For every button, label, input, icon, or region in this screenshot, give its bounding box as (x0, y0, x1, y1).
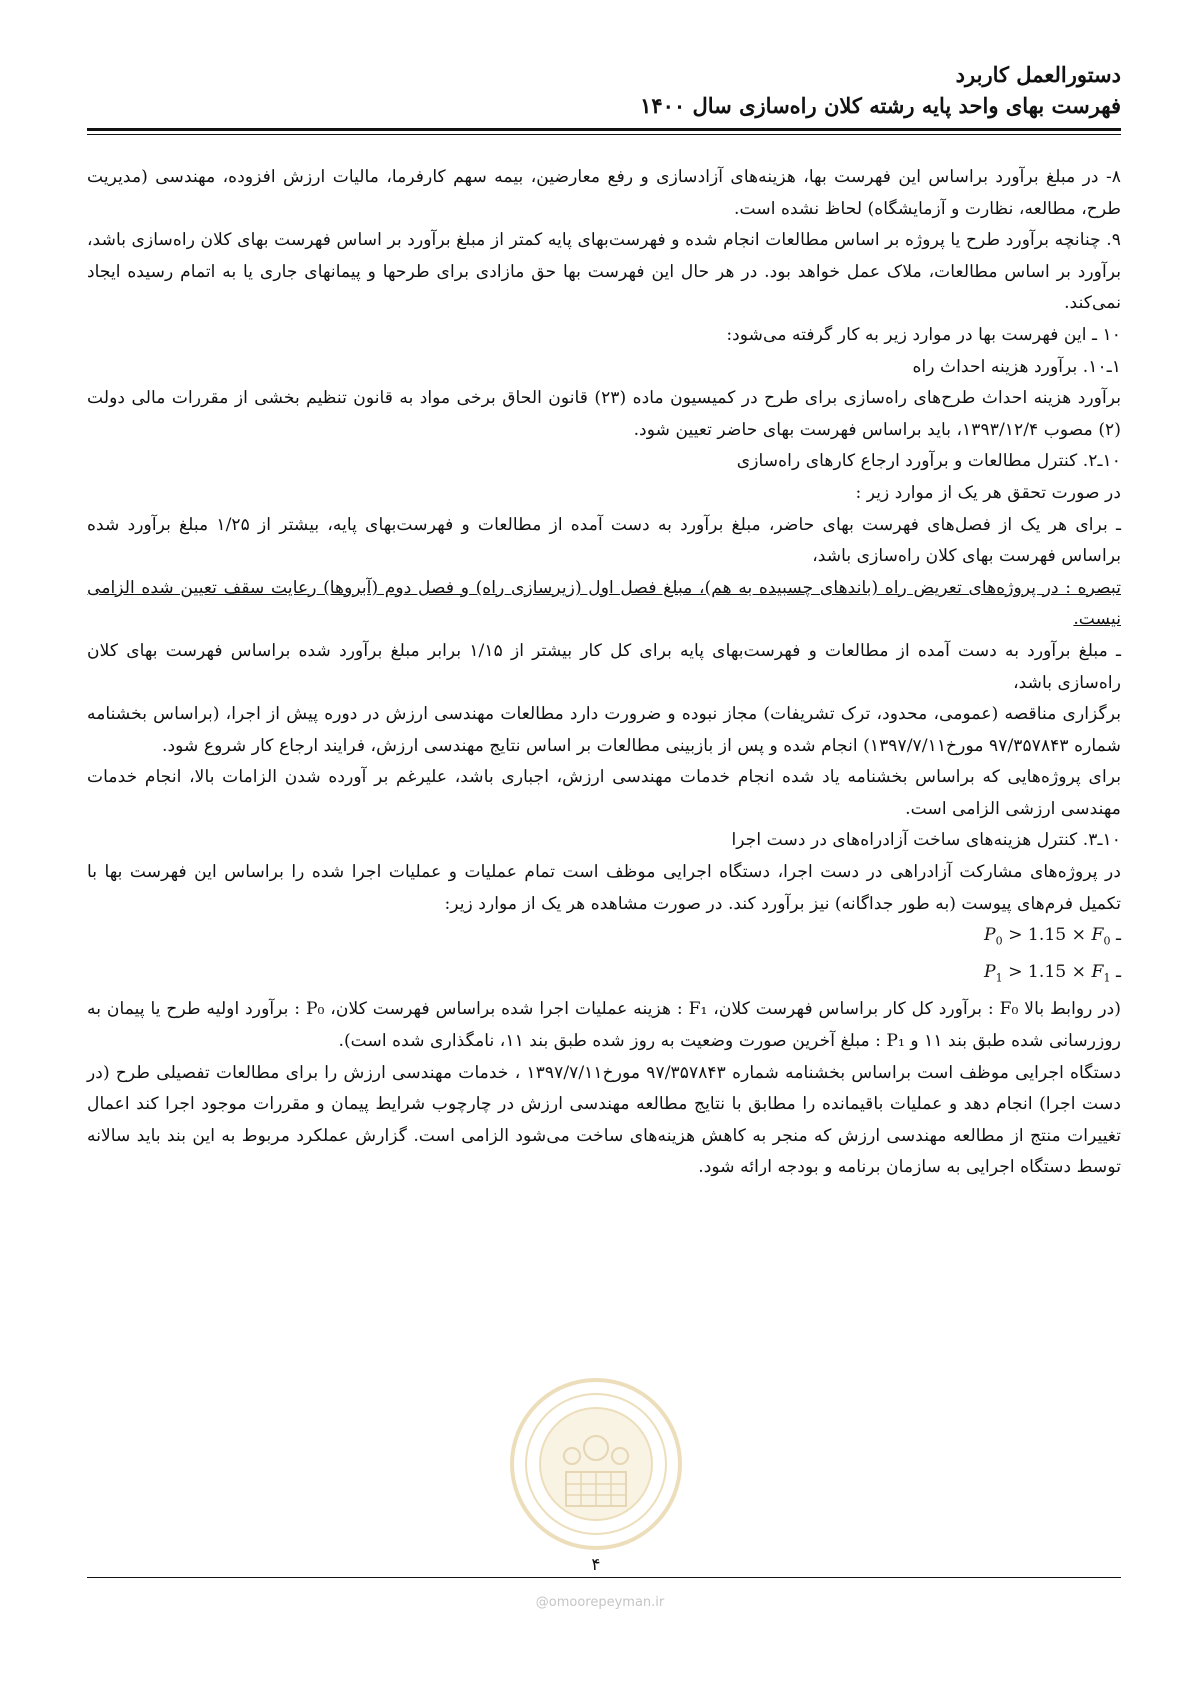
seal-icon (508, 1376, 684, 1552)
value-engineering-rule: برای پروژه‌هایی که براساس بخشنامه یاد شده انجام خدمات مهندسی ارزش، اجباری باشد، علیرغم بر آورده شدن الزامات بالا، انجام خدمات مهندسی ارزشی الزامی است. (87, 767, 1121, 819)
tender-rule: برگزاری مناقصه (عمومی، محدود، ترک تشریفات) مجاز نبوده و ضرورت دارد مطالعات مهندسی ارزش در دوره پیش از اجرا، (براساس بخشنامه شماره ۹۷/۳۵۷۸۴۳ مورخ۱۳۹۷/۷/۱۱) انجام شده و پس از بازبینی مطالعات بر اساس نتایج مهندسی ارزش، فرایند ارجاع کار شروع شود. (87, 704, 1121, 756)
closing-paragraph: دستگاه اجرایی موظف است براساس بخشنامه شماره ۹۷/۳۵۷۸۴۳ مورخ۱۳۹۷/۷/۱۱ ، خدمات مهندسی ارزش را برای مطالعات تفصیلی طرح (در دست اجرا) انجام دهد و عملیات باقیمانده را مطابق با نتایج مطالعه مهندسی ارزش در چارچوب شرایط پیمان و مقررات موجود اجرا کند اعمال تغییرات منتج از مطالعه مهندسی ارزش که منجر به کاهش هزینه‌های ساخت می‌شود الزامی است. گزارش عملکرد مربوط به این بند باید سالانه توسط دستگاه اجرایی به سازمان برنامه و بودجه ارائه شود. (87, 1062, 1121, 1178)
formula-1: $P_0 > 1.15 \times F_0$ ـ (984, 925, 1121, 948)
footer-rule (87, 1577, 1121, 1578)
body-text (87, 162, 1121, 1184)
item-10-1-heading: ۱ـ۱۰. برآورد هزینه احداث راه (912, 356, 1121, 377)
item-8: ۸- در مبلغ برآورد براساس این فهرست بها، هزینه‌های آزادسازی و رفع معارضین، بیمه سهم کارفرما، مالیات ارزش افزوده، مهندسی (مدیریت طرح، مطالعه، نظارت و آزمایشگاه) لحاظ نشده است. (87, 167, 1121, 219)
condition-1: ـ برای هر یک از فصل‌های فهرست بهای حاضر، مبلغ برآورد به دست آمده از مطالعات و فهرست‌بهای پایه، بیشتر از ۱/۲۵ مبلغ برآورد شده براساس فهرست بهای کلان راه‌سازی باشد، (87, 514, 1121, 567)
formula-definitions: (در روابط بالا F₀ : برآورد کل کار براساس فهرست کلان، F₁ : هزینه عملیات اجرا شده براساس فهرست کلان، P₀ : برآورد اولیه طرح یا پیمان به روزرسانی شده طبق بند ۱۱ و P₁ : مبلغ آخرین صورت وضعیت به روز شده طبق بند ۱۱، نامگذاری شده است). (87, 999, 1121, 1051)
item-9: ۹. چنانچه برآورد طرح یا پروژه بر اساس مطالعات انجام شده و فهرست‌بهای پایه کمتر از مبلغ برآورد بر اساس فهرست بهای کلان راه‌سازی باشد، برآورد بر اساس مطالعات، ملاک عمل خواهد بود. در هر حال این فهرست بها حق مازادی برای طرحها و پیمانهای جاری یا به اتمام رسیده ایجاد نمی‌کند. (87, 230, 1121, 314)
header-rule-thick (87, 128, 1121, 131)
header-title: دستورالعمل کاربرد (955, 62, 1121, 87)
formula-2: $P_1 > 1.15 \times F_1$ ـ (984, 962, 1121, 985)
header-subtitle: فهرست بهای واحد پایه رشته کلان راه‌سازی سال ۱۴۰۰ (640, 93, 1121, 118)
conditions-intro: در صورت تحقق هر یک از موارد زیر : (855, 482, 1121, 503)
page-number: ۴ (591, 1555, 601, 1575)
item-10-3-heading: ۱۰ـ۳. کنترل هزینه‌های ساخت آزادراه‌های در دست اجرا (731, 830, 1121, 851)
condition-2: ـ مبلغ برآورد به دست آمده از مطالعات و فهرست‌بهای پایه برای کل کار بیشتر از ۱/۱۵ برابر مبلغ برآورد شده براساس فهرست بهای کلان راه‌سازی باشد، (87, 640, 1121, 693)
item-10: ۱۰ ـ این فهرست بها در موارد زیر به کار گرفته می‌شود: (726, 324, 1121, 345)
item-10-2-heading: ۱۰ـ۲. کنترل مطالعات و برآورد ارجاع کارهای راه‌سازی (736, 451, 1121, 472)
item-10-1-body: برآورد هزینه احداث طرح‌های راه‌سازی برای طرح در کمیسیون ماده (۲۳) قانون الحاق برخی مواد به قانون تنظیم بخشی از مقررات مالی دولت (۲) مصوب ۱۳۹۳/۱۲/۴، باید براساس فهرست بهای حاضر تعیین شود. (87, 388, 1121, 440)
note-paragraph: تبصره : در پروژه‌های تعریض راه (باندهای چسبیده به هم)، مبلغ فصل اول (زیرسازی راه) و فصل دوم (آبروها) رعایت سقف تعیین شده الزامی نیست. (87, 577, 1121, 630)
site-watermark: @omoorepeyman.ir (535, 1595, 665, 1610)
item-10-3-body: در پروژه‌های مشارکت آزادراهی در دست اجرا، دستگاه اجرایی موظف است تمام عملیات و عملیات اجرا شده را براساس این فهرست بها با تکمیل فرم‌های پیوست (به طور جداگانه) نیز برآورد کند. در صورت مشاهده هر یک از موارد زیر: (87, 862, 1121, 914)
page-header (81, 60, 1121, 122)
header-rule-thin (87, 134, 1121, 135)
